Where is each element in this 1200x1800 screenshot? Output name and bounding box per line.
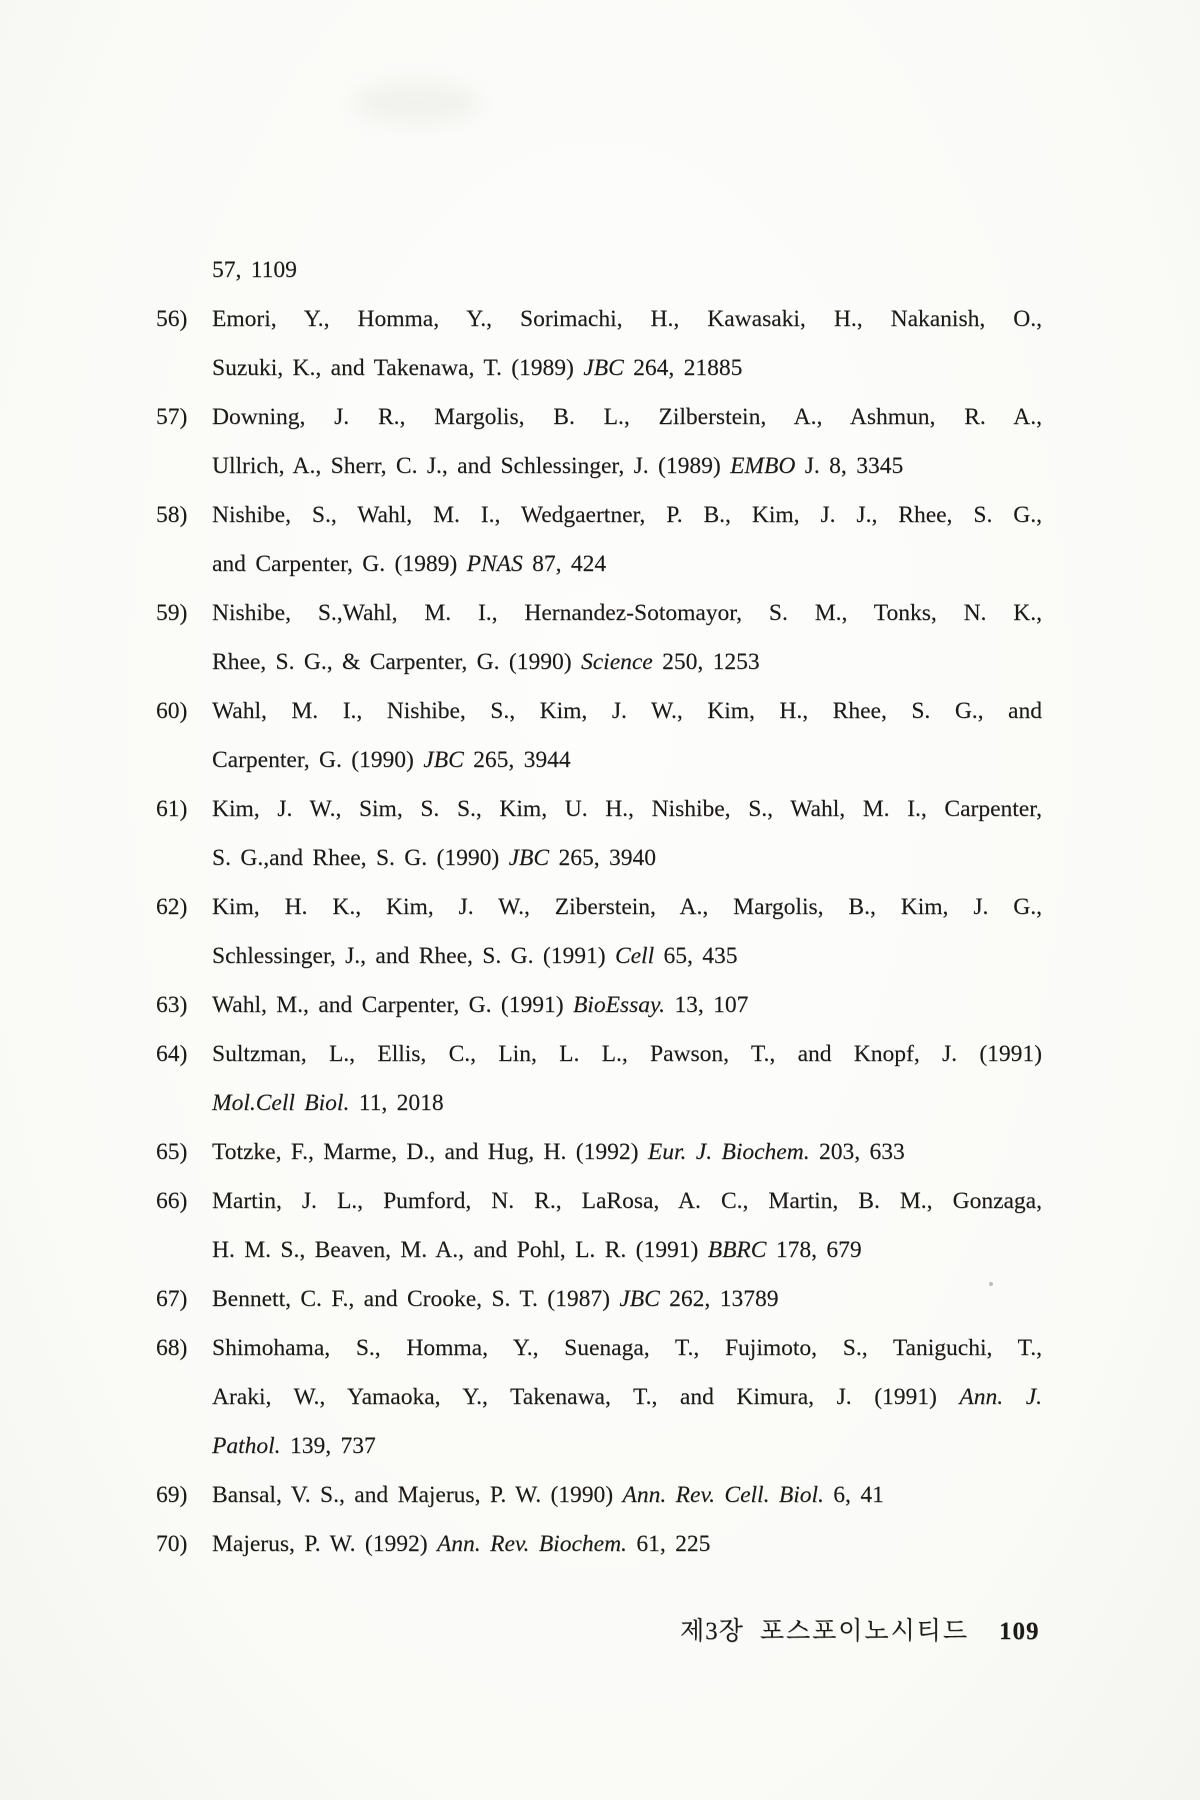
reference-text: Kim, J. W., Sim, S. S., Kim, U. H., Nishibe, S., Wahl, M. I., Carpenter,	[212, 796, 1042, 822]
reference-text: 264, 21885	[623, 355, 743, 381]
reference-text: Wahl, M., and Carpenter, G. (1991)	[212, 992, 573, 1018]
reference-line	[212, 442, 1042, 491]
journal-name: BBRC	[707, 1237, 767, 1263]
reference-text: Nishibe, S.,Wahl, M. I., Hernandez-Sotomayor, S. M., Tonks, N. K.,	[212, 600, 1042, 626]
reference-number: 68)	[156, 1335, 188, 1361]
reference-text: 87, 424	[522, 551, 607, 577]
reference-text: Rhee, S. G., & Carpenter, G. (1990)	[212, 649, 581, 675]
reference-text: 262, 13789	[659, 1286, 779, 1312]
journal-name: PNAS	[466, 551, 523, 577]
reference-line	[212, 687, 1042, 736]
reference-number: 69)	[156, 1482, 188, 1508]
reference-text: Wahl, M. I., Nishibe, S., Kim, J. W., Kim, H., Rhee, S. G., and	[212, 698, 1042, 724]
journal-name: Cell	[614, 943, 655, 969]
reference-item	[156, 1324, 1043, 1471]
reference-item	[156, 981, 1042, 1030]
reference-item	[156, 687, 1042, 785]
reference-text: Kim, H. K., Kim, J. W., Ziberstein, A., Margolis, B., Kim, J. G.,	[212, 894, 1042, 920]
journal-name: JBC	[508, 845, 550, 871]
reference-line	[212, 491, 1042, 540]
journal-name: Science	[580, 649, 653, 675]
reference-number: 67)	[156, 1286, 188, 1312]
reference-text: 57, 1109	[212, 257, 297, 283]
scan-dot-artifact	[989, 1282, 993, 1286]
reference-text: Suzuki, K., and Takenawa, T. (1989)	[212, 355, 584, 381]
reference-text: Emori, Y., Homma, Y., Sorimachi, H., Kawasaki, H., Nakanish, O.,	[212, 306, 1042, 332]
scan-smudge-artifact	[352, 82, 482, 124]
reference-line	[212, 589, 1042, 638]
reference-item	[156, 883, 1042, 981]
reference-number: 60)	[156, 698, 188, 724]
reference-line	[212, 1471, 1042, 1520]
reference-text: 65, 435	[654, 943, 738, 969]
journal-name: EMBO	[730, 453, 796, 479]
reference-line	[212, 1373, 1042, 1422]
reference-text: 139, 737	[280, 1433, 376, 1459]
page-footer	[680, 1612, 1040, 1652]
journal-name: Mol.Cell Biol.	[212, 1090, 350, 1116]
reference-text: Bennett, C. F., and Crooke, S. T. (1987)	[212, 1286, 620, 1312]
footer-section-title: 포스포이노시티드	[759, 1618, 970, 1645]
reference-text: S. G.,and Rhee, S. G. (1990)	[212, 845, 509, 871]
reference-text: Shimohama, S., Homma, Y., Suenaga, T., Fujimoto, S., Taniguchi, T.,	[212, 1335, 1042, 1361]
reference-item	[212, 246, 1042, 295]
reference-line	[212, 638, 1042, 687]
reference-text: 250, 1253	[652, 649, 760, 675]
reference-text: Bansal, V. S., and Majerus, P. W. (1990)	[212, 1482, 623, 1508]
journal-name: Eur. J. Biochem.	[647, 1139, 810, 1165]
reference-line	[212, 295, 1042, 344]
reference-number: 66)	[156, 1188, 188, 1214]
reference-number: 65)	[156, 1139, 188, 1165]
journal-name: JBC	[619, 1286, 660, 1312]
reference-text: Majerus, P. W. (1992)	[212, 1531, 437, 1557]
reference-item	[156, 1128, 1042, 1177]
reference-number: 58)	[156, 502, 188, 528]
reference-number: 57)	[156, 404, 188, 430]
reference-text: Martin, J. L., Pumford, N. R., LaRosa, A. C., Martin, B. M., Gonzaga,	[212, 1188, 1042, 1214]
reference-item	[156, 1177, 1042, 1275]
reference-text: 265, 3940	[549, 845, 657, 871]
reference-text: 265, 3944	[463, 747, 571, 773]
reference-text: J. 8, 3345	[795, 453, 904, 479]
reference-text: 13, 107	[664, 992, 749, 1018]
reference-text: 178, 679	[766, 1237, 862, 1263]
reference-text: Sultzman, L., Ellis, C., Lin, L. L., Pawson, T., and Knopf, J. (1991)	[212, 1041, 1042, 1067]
journal-name: Ann. Rev. Biochem.	[436, 1531, 627, 1557]
reference-text: Ullrich, A., Sherr, C. J., and Schlessinger, J. (1989)	[212, 453, 731, 479]
reference-number: 70)	[156, 1531, 188, 1557]
reference-line	[212, 1422, 1042, 1471]
reference-number: 56)	[156, 306, 188, 332]
reference-item	[156, 785, 1042, 883]
reference-number: 63)	[156, 992, 188, 1018]
footer-page-number: 109	[999, 1618, 1040, 1645]
reference-number: 64)	[156, 1041, 188, 1067]
reference-list	[156, 246, 1043, 1569]
reference-line	[212, 1275, 1042, 1324]
reference-text: Carpenter, G. (1990)	[212, 747, 424, 773]
reference-number: 62)	[156, 894, 188, 920]
reference-text: H. M. S., Beaven, M. A., and Pohl, L. R. (1991)	[212, 1237, 708, 1263]
reference-text: 61, 225	[626, 1531, 711, 1557]
reference-text: 203, 633	[809, 1139, 905, 1165]
reference-item	[156, 1275, 1042, 1324]
reference-line	[212, 883, 1042, 932]
reference-line	[212, 246, 1042, 295]
reference-text: Nishibe, S., Wahl, M. I., Wedgaertner, P. B., Kim, J. J., Rhee, S. G.,	[212, 502, 1042, 528]
reference-item	[156, 1471, 1042, 1520]
reference-number: 59)	[156, 600, 188, 626]
reference-line	[212, 1128, 1042, 1177]
journal-name: Pathol.	[212, 1433, 281, 1459]
journal-name: Ann. J.	[959, 1384, 1043, 1410]
journal-name: BioEssay.	[572, 992, 665, 1018]
reference-line	[212, 981, 1042, 1030]
reference-text: 11, 2018	[349, 1090, 444, 1116]
reference-item	[156, 393, 1042, 491]
reference-line	[212, 736, 1042, 785]
reference-item	[156, 1520, 1042, 1569]
reference-line	[212, 344, 1042, 393]
reference-number: 61)	[156, 796, 188, 822]
reference-line	[212, 1520, 1042, 1569]
reference-line	[212, 540, 1042, 589]
reference-line	[212, 1324, 1042, 1373]
footer-chapter-label: 제3장	[680, 1618, 744, 1645]
reference-line	[212, 785, 1042, 834]
journal-name: JBC	[423, 747, 464, 773]
reference-line	[212, 1030, 1042, 1079]
reference-item	[156, 295, 1042, 393]
reference-item	[156, 1030, 1042, 1128]
reference-text: Araki, W., Yamaoka, Y., Takenawa, T., and Kimura, J. (1991)	[212, 1384, 960, 1410]
reference-text: Totzke, F., Marme, D., and Hug, H. (1992)	[212, 1139, 648, 1165]
reference-line	[212, 1226, 1042, 1275]
reference-text: Downing, J. R., Margolis, B. L., Zilberstein, A., Ashmun, R. A.,	[212, 404, 1042, 430]
reference-line	[212, 1177, 1042, 1226]
reference-line	[212, 834, 1042, 883]
reference-line	[212, 1079, 1042, 1128]
journal-name: Ann. Rev. Cell. Biol.	[622, 1482, 824, 1508]
reference-item	[156, 589, 1042, 687]
reference-text: 6, 41	[823, 1482, 884, 1508]
journal-name: JBC	[583, 355, 624, 381]
reference-text: and Carpenter, G. (1989)	[212, 551, 467, 577]
reference-text: Schlessinger, J., and Rhee, S. G. (1991)	[212, 943, 615, 969]
reference-line	[212, 393, 1042, 442]
reference-line	[212, 932, 1042, 981]
reference-item	[156, 491, 1042, 589]
